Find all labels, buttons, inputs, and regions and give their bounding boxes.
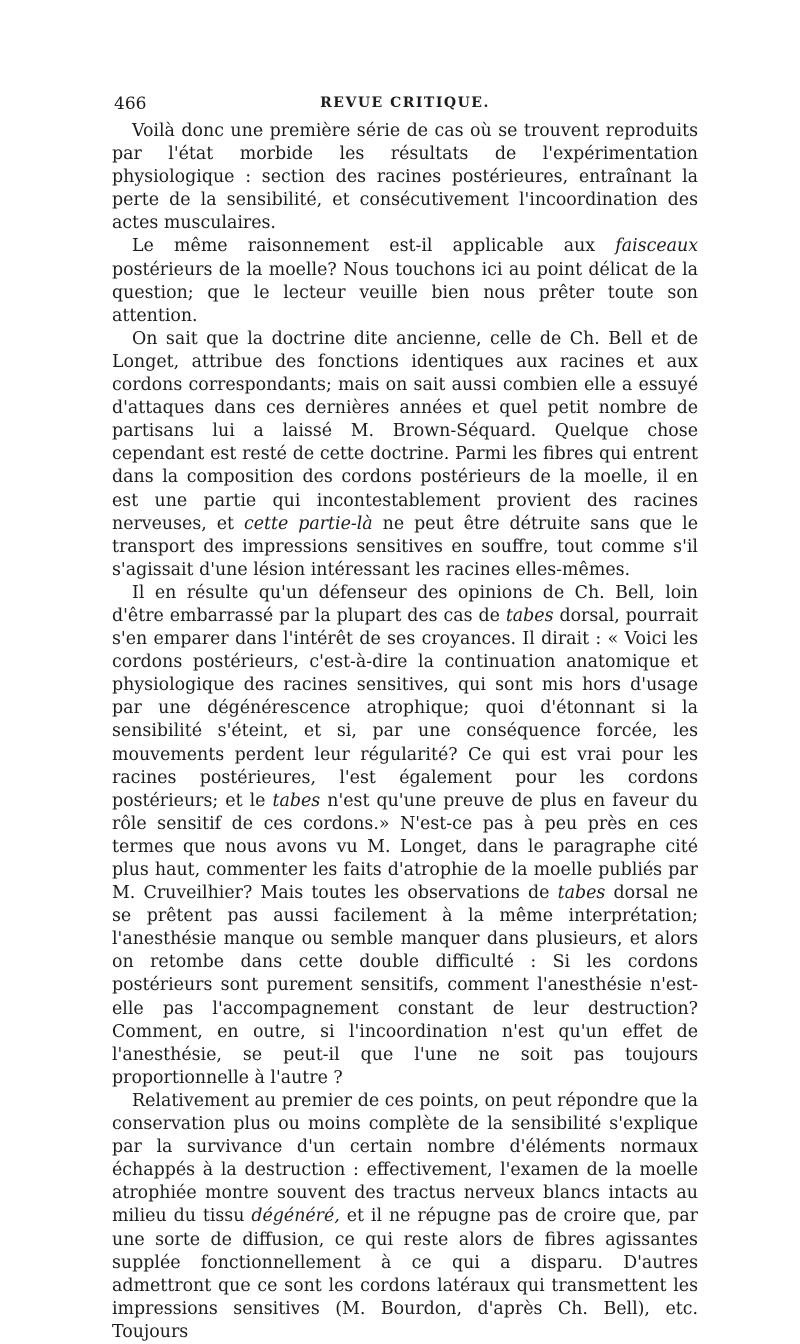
italic-text: dégénéré, xyxy=(251,1206,340,1227)
running-title: REVUE CRITIQUE. xyxy=(320,95,490,111)
text-run: ne peut être détruite sans que le transport des impressions sensitives en souffre, tout comme s'il s'agissait d'une lésion intéressant les racines elles-mêmes. xyxy=(112,513,698,580)
paragraph-2 xyxy=(112,235,698,327)
paragraph-5 xyxy=(112,1090,698,1344)
page-header xyxy=(112,94,698,118)
book-page xyxy=(112,94,698,1344)
page-number: 466 xyxy=(114,94,147,114)
text-run: et il ne répugne pas de croire que, par une sorte de diffusion, ce qui reste alors de fibres agissantes supplée fonctionnellement à ce qui a disparu. D'autres admettront que ce sont les cordons latéraux qui transmettent les impressions sensitives (M. Bourdon, d'après Ch. Bell), etc. Toujours xyxy=(112,1206,699,1342)
body-text xyxy=(112,120,698,1344)
italic-text: tabes xyxy=(557,883,606,904)
italic-text: tabes xyxy=(505,605,554,626)
text-run: dorsal ne se prêtent pas aussi facilement à la même interprétation; l'anesthésie manque ou semble manquer dans plusieurs, et alors on retombe dans cette double difficulté : Si les cordons postérieurs sont purement sensitifs, comment l'anesthésie n'est-elle pas l'accompagnement constant de leur destruction? Comment, en outre, si l'incoordination n'est qu'un effet de l'anesthésie, se peut-il que l'une ne soit pas toujours proportionnelle à l'autre ? xyxy=(112,883,698,1088)
text-run: On sait que la doctrine dite ancienne, celle de Ch. Bell et de Longet, attribue des fonctions identiques aux racines et aux cordons correspondants; mais on sait aussi combien elle a essuyé d'attaques dans ces dernières années et quel petit nombre de partisans lui a laissé M. Brown-Séquard. Quelque chose cependant est resté de cette doctrine. Parmi les fibres qui entrent dans la composition des cordons postérieurs de la moelle, il en est une partie qui incontestablement provient des racines nerveuses, et xyxy=(112,328,698,534)
text-run: Voilà donc une première série de cas où se trouvent reproduits par l'état morbide les résultats de l'expérimentation physiologique : section des racines postérieures, entraînant la perte de la sensibilité, et consécutivement l'incoordination des actes musculaires. xyxy=(112,121,698,234)
text-run: Il en résulte qu'un défenseur des opinions de Ch. Bell, loin d'être embarrassé par la plupart des cas de xyxy=(112,582,698,626)
text-run: Relativement au premier de ces points, on peut répondre que la conservation plus ou moins complète de la sensibilité s'explique par la survivance d'un certain nombre d'éléments normaux échappés à la destruction : effectivement, l'examen de la moelle atrophiée montre souvent des tractus nerveux blancs intacts au milieu du tissu xyxy=(112,1090,698,1227)
italic-text: tabes xyxy=(272,790,321,811)
italic-text: faisceaux xyxy=(615,236,698,257)
text-run: postérieurs de la moelle? Nous touchons ici au point délicat de la question; que le lecteur veuille bien nous prêter toute son attention. xyxy=(112,259,698,326)
paragraph-4 xyxy=(112,582,698,1090)
text-run: Le même raisonnement est-il applicable aux xyxy=(132,236,616,257)
text-run: dorsal, pourrait s'en emparer dans l'intérêt de ses croyances. Il dirait : « Voici les cordons postérieurs, c'est-à-dire la continuation anatomique et physiologique des racines sensitives, qui sont mis hors d'usage par une dégénérescence atrophique; quoi d'étonnant si la sensibilité s'éteint, et si, par une conséquence forcée, les mouvements perdent leur régularité? Ce qui est vrai pour les racines postérieures, l'est également pour les cordons postérieurs; et le xyxy=(112,605,699,811)
italic-text: cette partie-là xyxy=(243,513,373,534)
paragraph-1 xyxy=(112,120,698,235)
paragraph-3 xyxy=(112,328,698,582)
text-run: n'est qu'une preuve de plus en faveur du rôle sensitif de ces cordons.» N'est-ce pas à peu près en ces termes que nous avons vu M. Longet, dans le paragraphe cité plus haut, commenter les faits d'atrophie de la moelle publiés par M. Cruveilhier? Mais toutes les observations de xyxy=(112,790,698,904)
